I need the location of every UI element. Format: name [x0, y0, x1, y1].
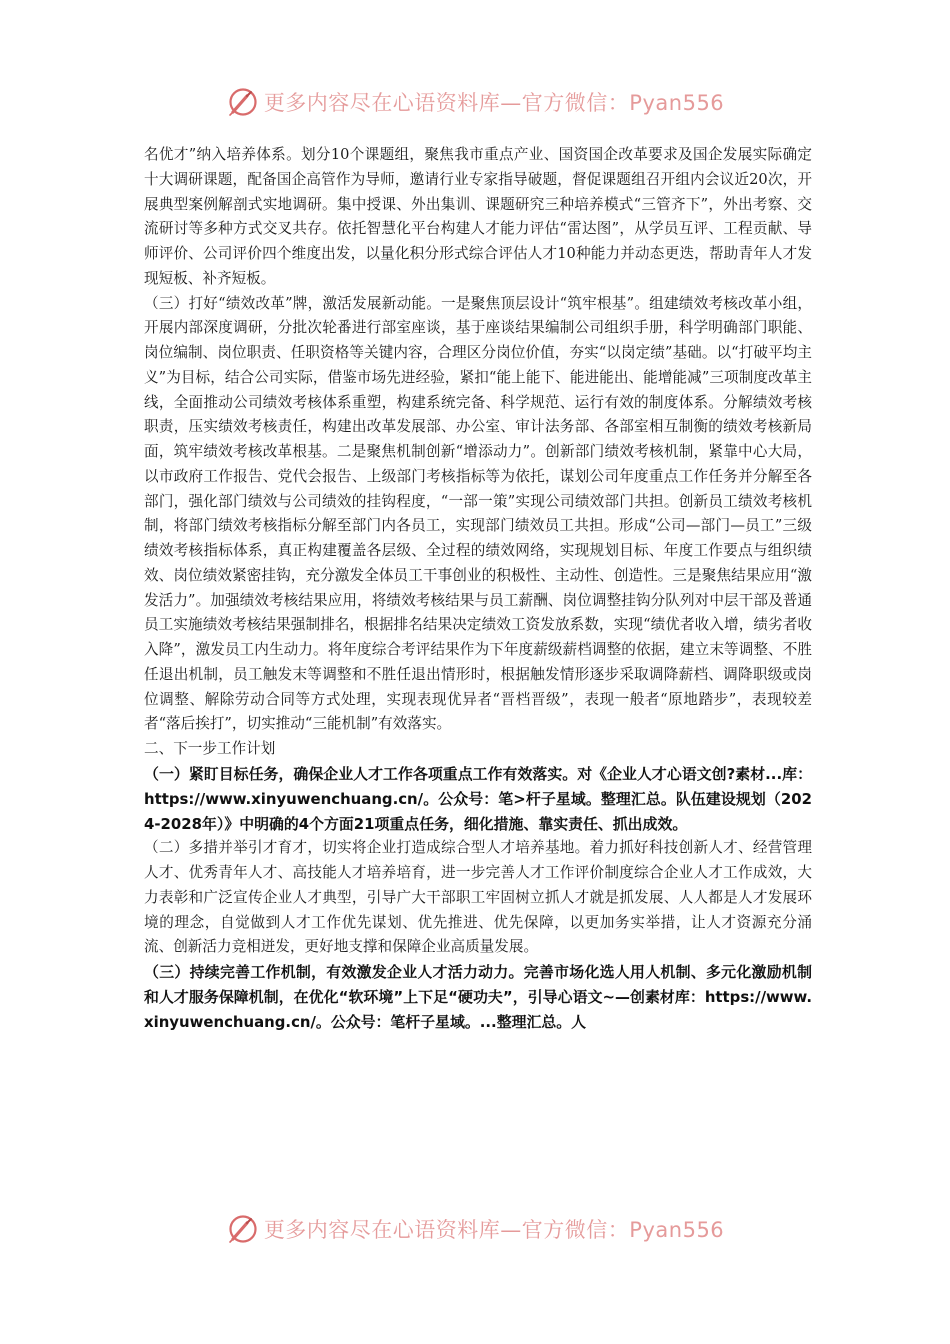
section-heading-next-steps: 二、下一步工作计划 — [144, 740, 276, 757]
document-body — [144, 143, 812, 1035]
paragraph-performance-reform: （三）打好“绩效改革”牌，激活发展新动能。一是聚焦顶层设计“筑牢根基”。组建绩效考核改革小组，开展内部深度调研，分批次轮番进行部室座谈，基于座谈结果编制公司组织手册，科学明确部门职能、岗位编制、岗位职责、任职资格等关键内容，合理区分岗位价值，夯实“以岗定绩”基础。以“打破平均主义”为目标，结合公司实际，借鉴市场先进经验，紧扣“能上能下、能进能出、能增能减”三项制度改革主线，全面推动公司绩效考核体系重塑，构建系统完备、科学规范、运行有效的制度体系。分解绩效考核职责，压实绩效考核责任，构建出改革发展部、办公室、审计法务部、各部室相互制衡的绩效考核新局面，筑牢绩效考核改革根基。二是聚焦机制创新“增添动力”。创新部门绩效考核机制，紧靠中心大局，以市政府工作报告、党代会报告、上级部门考核指标等为依托，谋划公司年度重点工作任务并分解至各部门，强化部门绩效与公司绩效的挂钩程度，“一部一策”实现公司绩效部门共担。创新员工绩效考核机制，将部门绩效考核指标分解至部门内各员工，实现部门绩效员工共担。形成“公司—部门—员工”三级绩效考核指标体系，真正构建覆盖各层级、全过程的绩效网络，实现规划目标、年度工作要点与组织绩效、岗位绩效紧密挂钩，充分激发全体员工干事创业的积极性、主动性、创造性。三是聚焦结果应用“激发活力”。加强绩效考核结果应用，将绩效考核结果与员工薪酬、岗位调整挂钩分队列对中层干部及普通员工实施绩效考核结果强制排名，根据排名结果决定绩效工资发放系数，实现“绩优者收入增，绩劣者收入降”，激发员工内生动力。将年度综合考评结果作为下年度薪级薪档调整的依据，建立末等调整、不胜任退出机制，员工触发末等调整和不胜任退出情形时，根据触发情形逐步采取调降薪档、调降职级或岗位调整、解除劳动合同等方式处理，实现表现优异者“晋档晋级”，表现一般者“原地踏步”，表现较差者“落后挨打”，切实推动“三能机制”有效落实。 — [144, 294, 812, 733]
footer-banner — [0, 1209, 950, 1249]
paragraph-talent-training-continued: 名优才”纳入培养体系。划分10个课题组，聚焦我市重点产业、国资国企改革要求及国企发展实际确定十大调研课题，配备国企高管作为导师，邀请行业专家指导破题，督促课题组召开组内会议近20次，开展典型案例解剖式实地调研。集中授课、外出集训、课题研究三种培养模式“三管齐下”，外出考察、交流研讨等多种方式交叉共存。依托智慧化平台构建人才能力评估“雷达图”，从学员互评、工程贡献、导师评价、公司评价四个维度出发，以量化积分形式综合评估人才10种能力并动态更迭，帮助青年人才发现短板、补齐短板。 — [144, 146, 812, 287]
header-banner — [0, 82, 950, 122]
header-banner-text: 更多内容尽在心语资料库—官方微信：Pyan556 — [263, 91, 725, 115]
paragraph-plan-item-2: （二）多措并举引才育才，切实将企业打造成综合型人才培养基地。着力抓好科技创新人才、经营管理人才、优秀青年人才、高技能人才培养培育，进一步完善人才工作评价制度综合企业人才工作成效，大力表彰和广泛宣传企业人才典型，引导广大干部职工牢固树立抓人才就是抓发展、人人都是人才发展环境的理念，自觉做到人才工作优先谋划、优先推进、优先保障，以更加务实举措，让人才资源充分涌流、创新活力竞相迸发，更好地支撑和保障企业高质量发展。 — [144, 839, 812, 956]
pen-logo-icon — [226, 1212, 260, 1246]
footer-banner-text: 更多内容尽在心语资料库—官方微信：Pyan556 — [263, 1218, 725, 1242]
paragraph-plan-item-1: （一）紧盯目标任务，确保企业人才工作各项重点工作有效落实。对《企业人才心语文创?素材...库：https://www.xinyuwenchuang.cn/。公众号：笔>杆子星域。整理汇总。队伍建设规划（2024-2028年）》中明确的4个方面21项重点任务，细化措施、靠实责任、抓出成效。 — [144, 764, 812, 833]
paragraph-plan-item-3: （三）持续完善工作机制，有效激发企业人才活力动力。完善市场化选人用人机制、多元化激励机制和人才服务保障机制，在优化“软环境”上下足“硬功夫”，引导心语文~—创素材库：https://www.xinyuwenchuang.cn/。公众号：笔杆子星域。...整理汇总。人 — [144, 963, 812, 1032]
pen-logo-icon — [226, 85, 260, 119]
